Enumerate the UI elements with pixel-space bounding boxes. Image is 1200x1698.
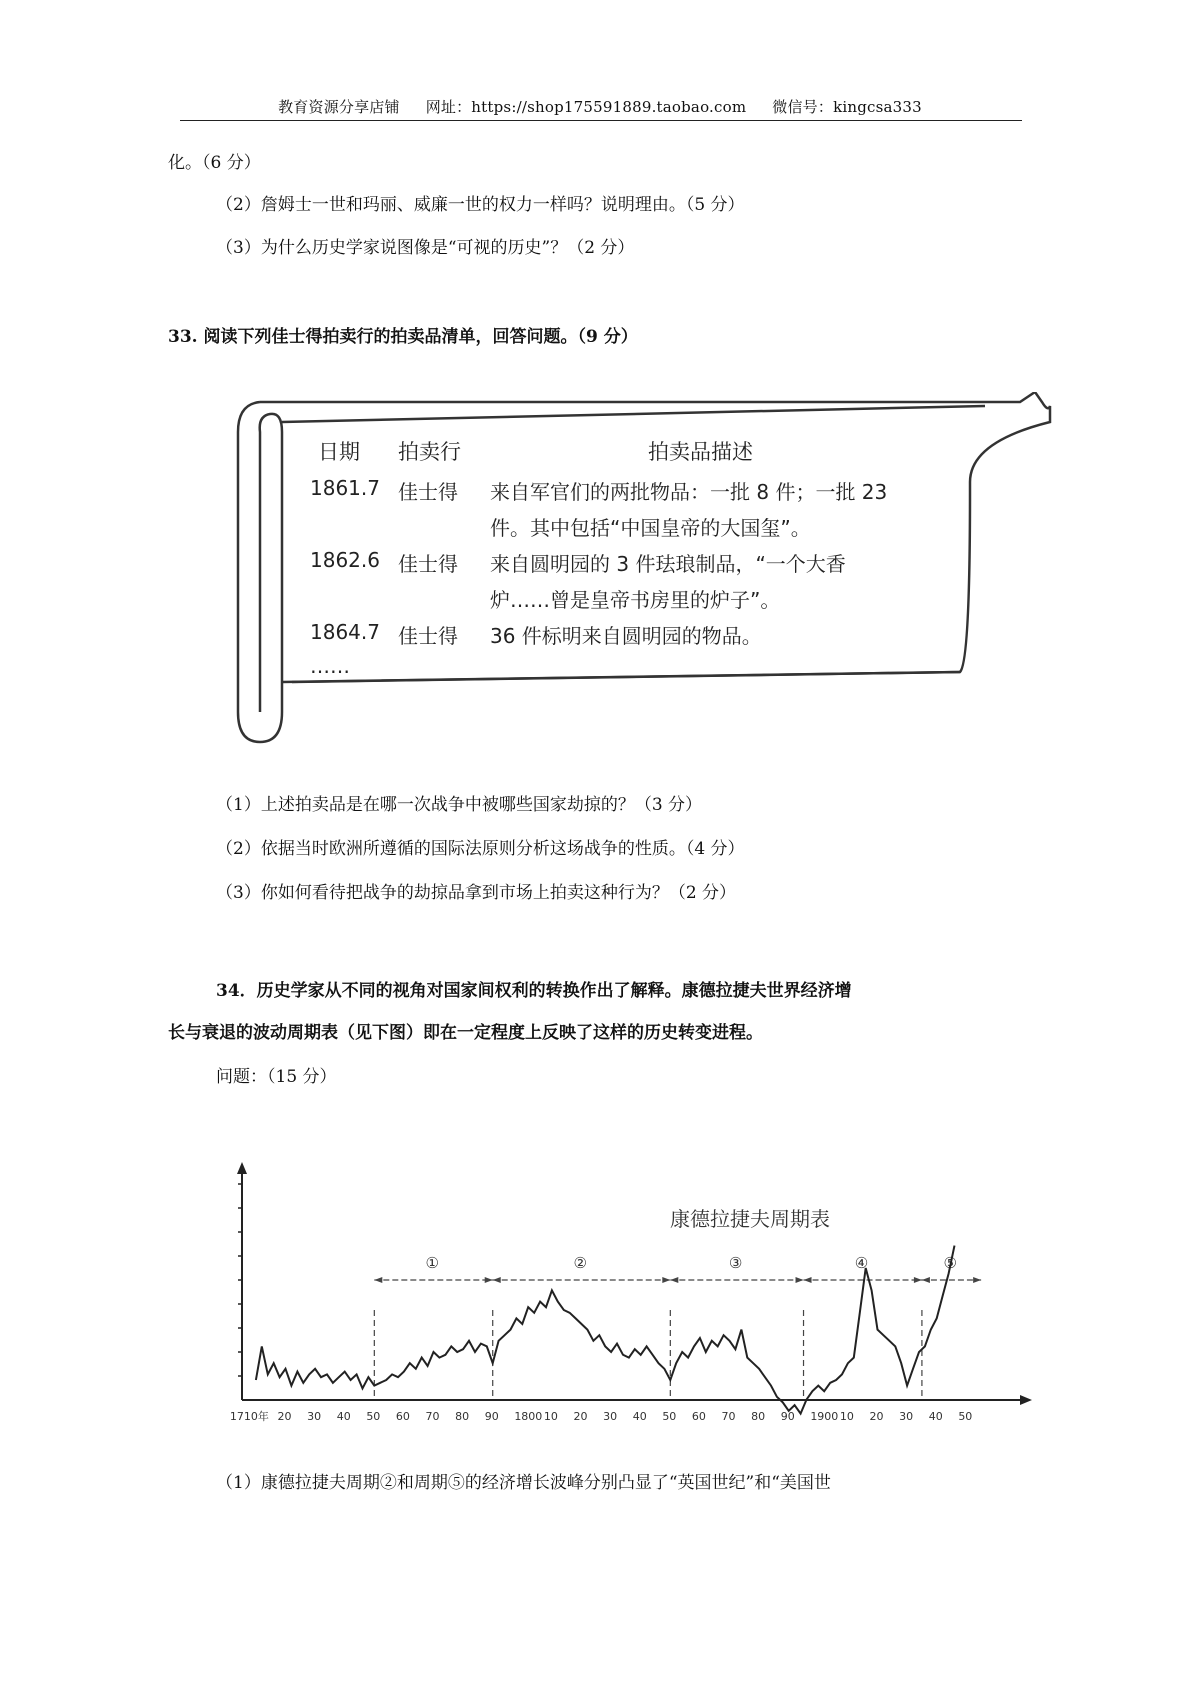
x-tick-label: 90 [484,1410,499,1423]
row-desc-line: 件。其中包括“中国皇帝的大国玺”。 [490,516,811,540]
page-header [180,96,1020,117]
x-tick-label: 60 [395,1410,410,1423]
x-tick-label: 80 [455,1410,470,1423]
x-tick-label: 30 [307,1410,322,1423]
row-date: 1864.7 [310,620,380,644]
period-label: ⑤ [943,1254,957,1272]
q33-sub2: （2）依据当时欧洲所遵循的国际法原则分析这场战争的性质。（4 分） [216,839,745,859]
q34-question-label: 问题：（15 分） [216,1067,337,1087]
period-arrow-left [804,1277,812,1283]
x-tick-label: 90 [780,1410,795,1423]
x-tick-label: 30 [899,1410,914,1423]
period-arrow-left [493,1277,501,1283]
q34-intro-line2: 长与衰退的波动周期表（见下图）即在一定程度上反映了这样的历史转变进程。 [168,1023,763,1043]
col-header-date: 日期 [318,440,360,464]
x-tick-label: 30 [603,1410,618,1423]
x-tick-label: 50 [958,1410,973,1423]
q34-intro-line1: 34．历史学家从不同的视角对国家间权利的转换作出了解释。康德拉捷夫世界经济增 [216,981,852,1001]
x-tick-label: 1900 [810,1410,839,1423]
x-tick-label: 60 [691,1410,706,1423]
chart-title: 康德拉捷夫周期表 [670,1207,830,1231]
period-arrow-right [973,1277,981,1283]
q32-line-end: 化。（6 分） [168,153,261,173]
x-tick-label: 1800 [514,1410,543,1423]
row-date: 1862.6 [310,548,380,572]
period-arrow-right [914,1277,922,1283]
q33-sub3: （3）你如何看待把战争的劫掠品拿到市场上拍卖这种行为？（2 分） [216,883,737,903]
period-label: ① [425,1254,439,1272]
x-tick-label: 50 [662,1410,677,1423]
row-date: 1861.7 [310,476,380,500]
period-label: ④ [854,1254,869,1272]
row-desc-line: 来自圆明园的 3 件珐琅制品，“一个大香 [490,552,846,576]
x-tick-label: 40 [928,1410,943,1423]
x-tick-label: 20 [573,1410,588,1423]
x-tick-label: 50 [366,1410,381,1423]
q32-sub2: （2）詹姆士一世和玛丽、威廉一世的权力一样吗？说明理由。（5 分） [216,195,745,215]
row-desc-line: 36 件标明来自圆明园的物品。 [490,624,762,648]
header-rule [180,120,1022,121]
x-tick-label: 80 [751,1410,766,1423]
col-header-desc: 拍卖品描述 [648,440,753,464]
x-tick-label: 20 [277,1410,292,1423]
header-website: 网址：https://shop175591889.taobao.com [425,98,747,116]
chart-svg [230,1160,1090,1440]
row-desc-line: 来自军官们的两批物品：一批 8 件；一批 23 [490,480,888,504]
y-axis-arrow [237,1162,247,1174]
period-arrow-right [485,1277,493,1283]
q33-title: 33. 阅读下列佳士得拍卖行的拍卖品清单，回答问题。（9 分） [168,327,638,347]
table-ellipsis: …… [310,654,350,678]
series-line [256,1246,955,1414]
x-tick-label: 1710年 [230,1410,269,1423]
period-label: ③ [728,1254,743,1272]
period-arrow-right [662,1277,670,1283]
row-house: 佳士得 [398,624,458,648]
auction-scroll-figure [230,392,1070,782]
x-tick-label: 20 [869,1410,884,1423]
col-header-house: 拍卖行 [398,440,461,464]
header-wechat: 微信号：kingcsa333 [772,98,922,116]
row-desc-line: 炉……曾是皇帝书房里的炉子”。 [490,588,781,612]
x-tick-label: 40 [632,1410,647,1423]
x-tick-label: 70 [721,1410,736,1423]
row-house: 佳士得 [398,552,458,576]
kondratiev-chart [230,1160,1090,1440]
q34-sub1: （1）康德拉捷夫周期②和周期⑤的经济增长波峰分别凸显了“英国世纪”和“美国世 [216,1473,831,1493]
period-arrow-right [796,1277,804,1283]
period-label: ② [573,1254,587,1272]
x-tick-label: 10 [839,1410,854,1423]
period-arrow-left [922,1277,930,1283]
x-axis-arrow [1020,1395,1032,1405]
period-arrow-left [374,1277,382,1283]
x-tick-label: 70 [425,1410,440,1423]
x-tick-label: 40 [336,1410,351,1423]
row-house: 佳士得 [398,480,458,504]
x-tick-label: 10 [543,1410,558,1423]
q32-sub3: （3）为什么历史学家说图像是“可视的历史”？（2 分） [216,238,635,258]
period-arrow-left [670,1277,678,1283]
header-shop: 教育资源分享店铺 [278,98,400,116]
q33-sub1: （1）上述拍卖品是在哪一次战争中被哪些国家劫掠的？（3 分） [216,795,703,815]
